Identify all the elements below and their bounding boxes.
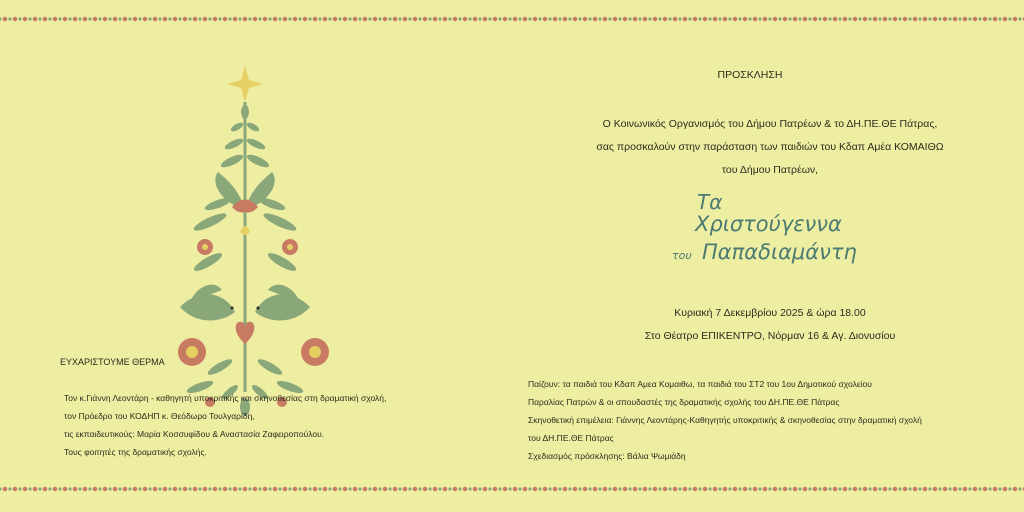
- flower-ornament: [178, 338, 329, 366]
- flower-ornament: [197, 239, 298, 255]
- organizers-line: Ο Κοινωνικός Οργανισμός του Δήμου Πατρέων & το ΔΗ.ΠΕ.ΘΕ Πάτρας,: [602, 118, 938, 130]
- event-venue: Στο Θέατρο ΕΠΙΚΕΝΤΡΟ, Νόρμαν 16 & Αγ. Διονυσίου: [644, 330, 896, 342]
- organizers-line: του Δήμου Πατρέων,: [721, 164, 819, 176]
- credits: [528, 375, 922, 465]
- thanks-line: τις εκπαιδευτικούς: Μαρία Κοσσυφίδου & Αναστασία Ζαφειροπούλου.: [64, 429, 325, 439]
- decorative-border-top: [0, 14, 1024, 24]
- organizers-line: σας προσκαλούν στην παράσταση των παιδιών του Κδαπ Αμέα ΚΟΜΑΙΘΩ: [596, 141, 944, 153]
- credits-line: Παραλίας Πατρών & οι σπουδαστές της δραματικής σχολής του ΔΗ.ΠΕ.ΘΕ Πάτρας: [528, 397, 840, 407]
- thanks-line: Τους φοιτητές της δραματικής σχολής.: [64, 447, 207, 457]
- decorative-border-bottom: [0, 484, 1024, 494]
- event-date: Κυριακή 7 Δεκεμβρίου 2025 & ώρα 18.00: [674, 307, 866, 319]
- play-title-line: Χριστούγεννα: [695, 212, 842, 236]
- play-title-line: Παπαδιαμάντη: [702, 240, 857, 264]
- credits-line: Σχεδιασμός πρόσκλησης: Βάλια Ψωμιάδη: [528, 451, 686, 461]
- credits-line: του ΔΗ.ΠΕ.ΘΕ Πάτρας: [528, 433, 614, 443]
- play-title-line: του: [672, 249, 692, 262]
- event-details: [600, 302, 940, 348]
- credits-line: Παίζουν: τα παιδιά του Κδαπ Αμεα Κομαιθω, τα παιδιά του ΣΤ2 του 1ου Δημοτικού σχολείου: [528, 379, 872, 389]
- play-title: [660, 190, 880, 280]
- thanks-heading: ΕΥΧΑΡΙΣΤΟΥΜΕ ΘΕΡΜΑ: [60, 357, 165, 367]
- play-title-line: Τα: [697, 190, 723, 214]
- thanks-line: τον Πρόεδρο του ΚΟΔΗΠ κ. Θεόδωρο Τουλγαρίδη,: [64, 411, 255, 421]
- organizers-text: [560, 113, 980, 182]
- folk-christmas-tree-illustration: [160, 62, 350, 442]
- invitation-title: ΠΡΟΣΚΛΗΣΗ: [717, 69, 783, 81]
- thanks-line: Τον κ.Γιάννη Λεοντάρη - καθηγητή υποκριτικής και σκηνοθεσίας στη δραματική σχολή,: [64, 393, 387, 403]
- credits-line: Σκηνοθετική επιμέλεια: Γιάννης Λεοντάρης-Καθηγητής υποκριτικής & σκηνοθεσίας στην δραματική σχολή: [528, 415, 922, 425]
- thanks-list: [64, 389, 386, 461]
- star-icon: [227, 66, 263, 102]
